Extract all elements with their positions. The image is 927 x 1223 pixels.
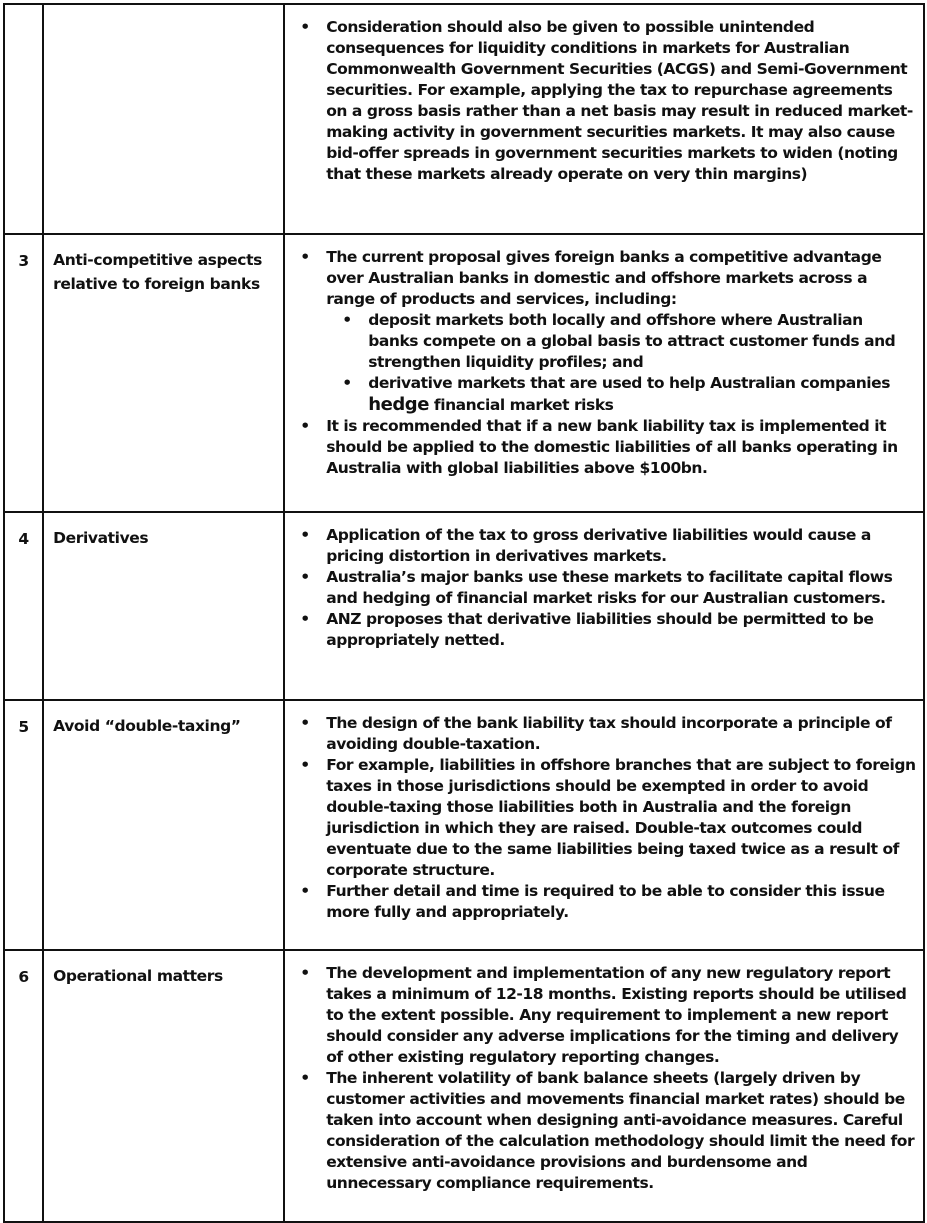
emphasized-word: hedge: [368, 394, 429, 415]
table-row-3: [4, 234, 924, 512]
table-row-6: [4, 950, 924, 1222]
row-details: [284, 4, 924, 234]
table-row-4: [4, 512, 924, 700]
bullet-item: • It is recommended that if a new bank liability tax is implemented it should be applied to the domestic liabilities of all banks operating in Australia with global liabilities above $100bn.: [326, 416, 917, 479]
bullet-text: The current proposal gives foreign banks a competitive advantage over Australian banks in domestic and offshore markets across a range of products and services, including:: [326, 248, 882, 308]
row-topic: Operational matters: [43, 950, 284, 1222]
row-number: 5: [4, 700, 43, 950]
bullet-item: • For example, liabilities in offshore branches that are subject to foreign taxes in those jurisdictions should be exempted in order to avoid double-taxing those liabilities both in Australia and the foreign jurisdiction in which they are raised. Double-tax outcomes could eventuate due to the same liabilities being taxed twice as a result of corporate structure.: [326, 755, 917, 881]
row-topic: [43, 4, 284, 234]
row-number: 6: [4, 950, 43, 1222]
sub-bullet-tail: financial market risks: [428, 396, 614, 414]
row-details: [284, 700, 924, 950]
sub-bullet-item: [368, 373, 917, 416]
row-number: 4: [4, 512, 43, 700]
sub-bullet-text: derivative markets that are used to help Australian companies: [368, 374, 891, 392]
bullet-item: • The inherent volatility of bank balance sheets (largely driven by customer activities and movements financial market rates) should be taken into account when designing anti-avoidance measures. Careful consideration of the calculation methodology should limit the need for extensive anti-avoidance provisions and burdensome and unnecessary compliance requirements.: [326, 1068, 917, 1194]
bullet-item: • Australia’s major banks use these markets to facilitate capital flows and hedging of financial market risks for our Australian customers.: [326, 567, 917, 609]
bullet-list: [285, 713, 917, 923]
bullet-item: • Application of the tax to gross derivative liabilities would cause a pricing distortion in derivatives markets.: [326, 525, 917, 567]
bullet-list: [285, 17, 917, 185]
bullet-item: • Further detail and time is required to be able to consider this issue more fully and appropriately.: [326, 881, 917, 923]
row-details: [284, 234, 924, 512]
row-topic: Avoid “double-taxing”: [43, 700, 284, 950]
bullet-item: • The development and implementation of any new regulatory report takes a minimum of 12-18 months. Existing reports should be utilised to the extent possible. Any requirement to implement a new report should consider any adverse implications for the timing and delivery of other existing regulatory reporting changes.: [326, 963, 917, 1068]
bullet-item: • ANZ proposes that derivative liabilities should be permitted to be appropriately netted.: [326, 609, 917, 651]
row-number: [4, 4, 43, 234]
table-row-continuation: [4, 4, 924, 234]
row-topic: Derivatives: [43, 512, 284, 700]
bullet-item: • Consideration should also be given to possible unintended consequences for liquidity conditions in markets for Australian Commonwealth Government Securities (ACGS) and Semi-Government securities. For example, applying the tax to repurchase agreements on a gross basis rather than a net basis may result in reduced market-making activity in government securities markets. It may also cause bid-offer spreads in government securities markets to widen (noting that these markets already operate on very thin margins): [326, 17, 917, 185]
bullet-list: [285, 247, 917, 479]
row-details: [284, 950, 924, 1222]
bullet-list: [285, 963, 917, 1194]
row-number: 3: [4, 234, 43, 512]
sub-bullet-list: [326, 310, 917, 416]
submission-table: [3, 3, 925, 1223]
bullet-item: • The design of the bank liability tax should incorporate a principle of avoiding double-taxation.: [326, 713, 917, 755]
sub-bullet-item: • deposit markets both locally and offshore where Australian banks compete on a global basis to attract customer funds and strengthen liquidity profiles; and: [368, 310, 917, 373]
row-topic: Anti-competitive aspects relative to foreign banks: [43, 234, 284, 512]
table-row-5: [4, 700, 924, 950]
row-details: [284, 512, 924, 700]
bullet-item: [326, 247, 917, 416]
bullet-list: [285, 525, 917, 651]
